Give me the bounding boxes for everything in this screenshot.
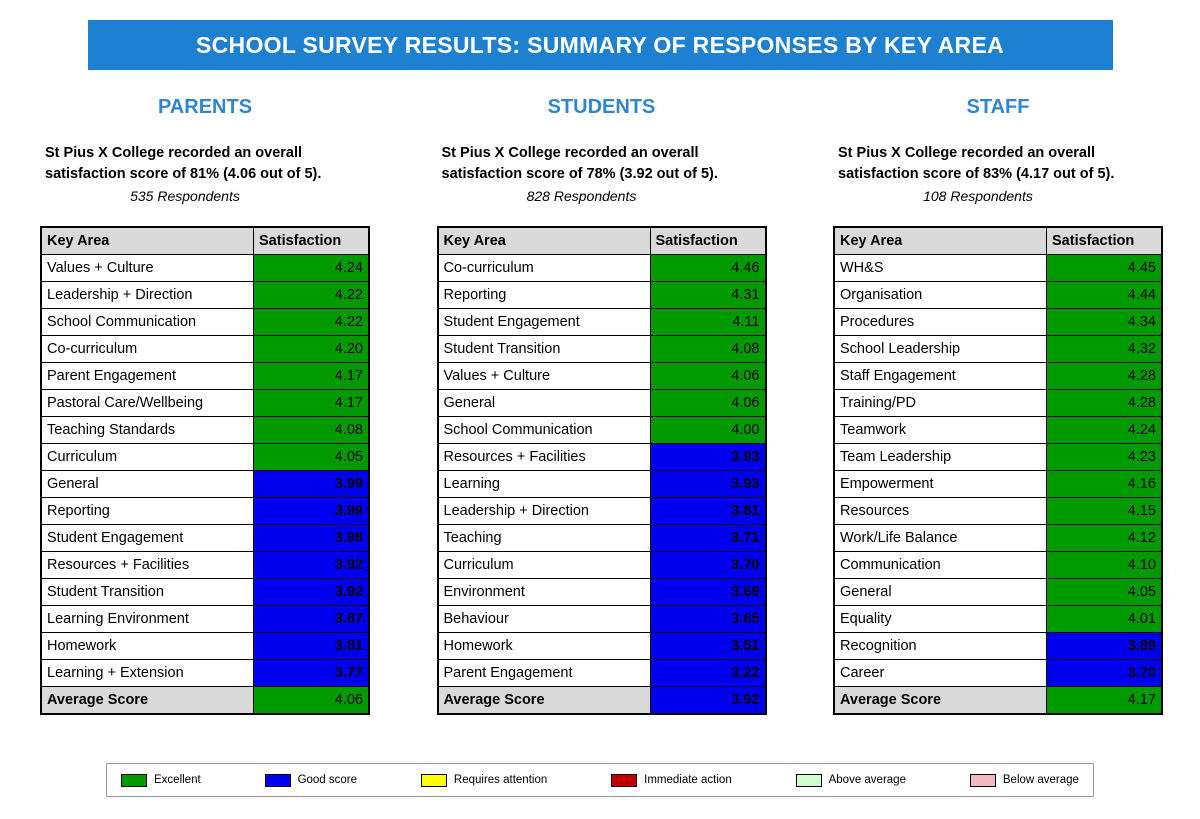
table-row <box>438 417 766 444</box>
satisfaction-cell: 4.20 <box>254 336 370 363</box>
key-area-cell: Organisation <box>834 282 1047 309</box>
key-area-cell: Homework <box>438 633 651 660</box>
average-value-cell: 4.06 <box>254 687 370 715</box>
legend-item <box>121 774 201 787</box>
satisfaction-cell: 3.98 <box>254 525 370 552</box>
key-area-cell: Procedures <box>834 309 1047 336</box>
table-row <box>438 606 766 633</box>
table-row <box>438 363 766 390</box>
satisfaction-cell: 4.46 <box>650 255 766 282</box>
average-row <box>834 687 1162 715</box>
key-area-cell: General <box>41 471 254 498</box>
key-area-cell: Reporting <box>438 282 651 309</box>
satisfaction-cell: 3.70 <box>1047 660 1163 687</box>
table-row <box>834 336 1162 363</box>
column-header: Satisfaction <box>650 227 766 255</box>
table-row <box>438 390 766 417</box>
summary-line: St Pius X College recorded an overall <box>45 145 303 161</box>
legend-swatch-requires-attention <box>421 774 447 787</box>
satisfaction-cell: 3.69 <box>650 579 766 606</box>
key-area-cell: Learning <box>438 471 651 498</box>
table-row <box>41 552 369 579</box>
table-row <box>41 336 369 363</box>
key-area-cell: Behaviour <box>438 606 651 633</box>
survey-section-staff <box>833 74 1163 715</box>
table-body <box>834 255 1162 715</box>
satisfaction-cell: 3.77 <box>254 660 370 687</box>
satisfaction-cell: 4.01 <box>1047 606 1163 633</box>
satisfaction-cell: 4.06 <box>650 390 766 417</box>
table-row <box>834 633 1162 660</box>
table-row <box>41 471 369 498</box>
table-row <box>438 552 766 579</box>
section-heading: PARENTS <box>157 96 253 118</box>
key-area-cell: Resources <box>834 498 1047 525</box>
title-banner <box>88 20 1113 70</box>
column-header: Key Area <box>834 227 1047 255</box>
key-area-cell: General <box>438 390 651 417</box>
legend-label: Above average <box>828 774 906 786</box>
satisfaction-cell: 3.71 <box>650 525 766 552</box>
header-row <box>834 227 1162 255</box>
summary-line: satisfaction score of 81% (4.06 out of 5). <box>45 166 322 182</box>
average-value-cell: 4.17 <box>1047 687 1163 715</box>
table-row <box>41 255 369 282</box>
legend-swatch-excellent <box>121 774 147 787</box>
legend-swatch-immediate-action <box>611 774 637 787</box>
summary-text <box>833 143 1163 185</box>
satisfaction-cell: 4.11 <box>650 309 766 336</box>
key-area-cell: Leadership + Direction <box>438 498 651 525</box>
key-area-cell: Pastoral Care/Wellbeing <box>41 390 254 417</box>
satisfaction-cell: 4.10 <box>1047 552 1163 579</box>
satisfaction-cell: 3.99 <box>254 471 370 498</box>
key-area-cell: WH&S <box>834 255 1047 282</box>
satisfaction-cell: 4.05 <box>254 444 370 471</box>
satisfaction-cell: 4.06 <box>650 363 766 390</box>
section-heading: STAFF <box>966 96 1030 118</box>
summary-text <box>437 143 767 185</box>
legend-swatch-good-score <box>265 774 291 787</box>
table-row <box>834 282 1162 309</box>
table-row <box>834 498 1162 525</box>
key-area-cell: Equality <box>834 606 1047 633</box>
table-row <box>438 336 766 363</box>
table-row <box>41 417 369 444</box>
key-area-cell: Resources + Facilities <box>438 444 651 471</box>
key-area-cell: Reporting <box>41 498 254 525</box>
key-area-cell: Teamwork <box>834 417 1047 444</box>
satisfaction-cell: 4.12 <box>1047 525 1163 552</box>
satisfaction-cell: 4.23 <box>1047 444 1163 471</box>
table-row <box>834 444 1162 471</box>
table-row <box>438 282 766 309</box>
table-row <box>834 363 1162 390</box>
average-row <box>438 687 766 715</box>
page-title: SCHOOL SURVEY RESULTS: SUMMARY OF RESPONSES BY KEY AREA <box>195 31 1005 58</box>
table-header <box>41 227 369 255</box>
key-area-cell: Curriculum <box>438 552 651 579</box>
table-row <box>41 606 369 633</box>
survey-table <box>40 226 370 715</box>
key-area-cell: School Communication <box>438 417 651 444</box>
summary-text <box>40 143 370 185</box>
table-row <box>438 579 766 606</box>
satisfaction-cell: 4.31 <box>650 282 766 309</box>
table-header <box>438 227 766 255</box>
key-area-cell: Work/Life Balance <box>834 525 1047 552</box>
summary-line: St Pius X College recorded an overall <box>441 145 699 161</box>
table-row <box>41 282 369 309</box>
table-row <box>41 660 369 687</box>
satisfaction-cell: 4.08 <box>254 417 370 444</box>
key-area-cell: Training/PD <box>834 390 1047 417</box>
table-row <box>834 417 1162 444</box>
table-row <box>41 444 369 471</box>
satisfaction-cell: 4.05 <box>1047 579 1163 606</box>
legend-item <box>421 774 547 787</box>
survey-section-students <box>437 74 767 715</box>
survey-columns <box>0 74 1200 715</box>
table-row <box>438 444 766 471</box>
legend <box>106 763 1094 797</box>
key-area-cell: Student Transition <box>41 579 254 606</box>
legend-item <box>265 774 357 787</box>
key-area-cell: Values + Culture <box>41 255 254 282</box>
key-area-cell: Communication <box>834 552 1047 579</box>
satisfaction-cell: 4.28 <box>1047 390 1163 417</box>
key-area-cell: Parent Engagement <box>438 660 651 687</box>
key-area-cell: Resources + Facilities <box>41 552 254 579</box>
satisfaction-cell: 4.15 <box>1047 498 1163 525</box>
column-header: Satisfaction <box>254 227 370 255</box>
satisfaction-cell: 3.99 <box>254 498 370 525</box>
satisfaction-cell: 3.93 <box>650 444 766 471</box>
satisfaction-cell: 4.32 <box>1047 336 1163 363</box>
key-area-cell: Team Leadership <box>834 444 1047 471</box>
column-header: Key Area <box>438 227 651 255</box>
satisfaction-cell: 3.87 <box>254 606 370 633</box>
key-area-cell: Career <box>834 660 1047 687</box>
table-row <box>41 363 369 390</box>
satisfaction-cell: 4.34 <box>1047 309 1163 336</box>
key-area-cell: School Leadership <box>834 336 1047 363</box>
table-row <box>41 390 369 417</box>
summary-line: satisfaction score of 78% (3.92 out of 5). <box>441 166 718 182</box>
satisfaction-cell: 4.17 <box>254 390 370 417</box>
key-area-cell: Recognition <box>834 633 1047 660</box>
key-area-cell: Empowerment <box>834 471 1047 498</box>
satisfaction-cell: 3.93 <box>650 471 766 498</box>
table-row <box>834 579 1162 606</box>
respondents-count: 828 Respondents <box>526 188 637 204</box>
respondents-count: 108 Respondents <box>923 188 1033 204</box>
satisfaction-cell: 3.70 <box>650 552 766 579</box>
legend-item <box>611 774 732 787</box>
legend-swatch-above-average <box>796 774 822 787</box>
table-row <box>41 525 369 552</box>
satisfaction-cell: 4.28 <box>1047 363 1163 390</box>
table-row <box>438 309 766 336</box>
legend-item <box>970 774 1079 787</box>
key-area-cell: Student Engagement <box>438 309 651 336</box>
average-value-cell: 3.92 <box>650 687 766 715</box>
key-area-cell: Co-curriculum <box>438 255 651 282</box>
column-header: Satisfaction <box>1047 227 1163 255</box>
key-area-cell: Homework <box>41 633 254 660</box>
table-row <box>41 498 369 525</box>
satisfaction-cell: 4.45 <box>1047 255 1163 282</box>
survey-table <box>437 226 767 715</box>
satisfaction-cell: 4.44 <box>1047 282 1163 309</box>
key-area-cell: Learning Environment <box>41 606 254 633</box>
satisfaction-cell: 4.16 <box>1047 471 1163 498</box>
key-area-cell: Student Engagement <box>41 525 254 552</box>
column-header: Key Area <box>41 227 254 255</box>
legend-item <box>796 774 906 787</box>
key-area-cell: Environment <box>438 579 651 606</box>
key-area-cell: Parent Engagement <box>41 363 254 390</box>
table-header <box>834 227 1162 255</box>
table-row <box>438 471 766 498</box>
survey-section-parents <box>40 74 370 715</box>
header-row <box>41 227 369 255</box>
table-row <box>438 633 766 660</box>
satisfaction-cell: 3.92 <box>254 579 370 606</box>
satisfaction-cell: 3.89 <box>1047 633 1163 660</box>
satisfaction-cell: 4.00 <box>650 417 766 444</box>
legend-label: Excellent <box>154 774 201 786</box>
legend-label: Good score <box>297 774 358 786</box>
table-row <box>834 525 1162 552</box>
key-area-cell: Values + Culture <box>438 363 651 390</box>
key-area-cell: Leadership + Direction <box>41 282 254 309</box>
key-area-cell: Co-curriculum <box>41 336 254 363</box>
summary-line: St Pius X College recorded an overall <box>838 145 1096 161</box>
table-row <box>41 579 369 606</box>
table-row <box>834 471 1162 498</box>
average-label-cell: Average Score <box>438 687 651 715</box>
legend-label: Below average <box>1002 774 1079 786</box>
header-row <box>438 227 766 255</box>
summary-line: satisfaction score of 83% (4.17 out of 5). <box>838 166 1115 182</box>
section-heading: STUDENTS <box>547 96 656 118</box>
key-area-cell: Learning + Extension <box>41 660 254 687</box>
satisfaction-cell: 4.24 <box>1047 417 1163 444</box>
survey-table <box>833 226 1163 715</box>
satisfaction-cell: 4.08 <box>650 336 766 363</box>
table-row <box>834 255 1162 282</box>
legend-swatch-below-average <box>970 774 996 787</box>
average-label-cell: Average Score <box>41 687 254 715</box>
satisfaction-cell: 3.22 <box>650 660 766 687</box>
key-area-cell: Student Transition <box>438 336 651 363</box>
key-area-cell: Teaching <box>438 525 651 552</box>
table-row <box>438 525 766 552</box>
satisfaction-cell: 3.92 <box>254 552 370 579</box>
satisfaction-cell: 4.22 <box>254 282 370 309</box>
legend-label: Requires attention <box>453 774 548 786</box>
satisfaction-cell: 3.81 <box>650 498 766 525</box>
satisfaction-cell: 4.22 <box>254 309 370 336</box>
table-row <box>438 660 766 687</box>
average-label-cell: Average Score <box>834 687 1047 715</box>
table-row <box>834 390 1162 417</box>
satisfaction-cell: 4.17 <box>254 363 370 390</box>
table-row <box>41 633 369 660</box>
table-row <box>834 606 1162 633</box>
satisfaction-cell: 3.51 <box>650 633 766 660</box>
key-area-cell: Staff Engagement <box>834 363 1047 390</box>
respondents-count: 535 Respondents <box>130 188 240 204</box>
table-row <box>834 309 1162 336</box>
table-row <box>438 255 766 282</box>
key-area-cell: Curriculum <box>41 444 254 471</box>
key-area-cell: School Communication <box>41 309 254 336</box>
average-row <box>41 687 369 715</box>
table-row <box>834 660 1162 687</box>
table-body <box>438 255 766 715</box>
table-row <box>438 498 766 525</box>
table-row <box>41 309 369 336</box>
satisfaction-cell: 3.65 <box>650 606 766 633</box>
key-area-cell: Teaching Standards <box>41 417 254 444</box>
table-body <box>41 255 369 715</box>
legend-label: Immediate action <box>644 774 732 786</box>
satisfaction-cell: 3.81 <box>254 633 370 660</box>
key-area-cell: General <box>834 579 1047 606</box>
table-row <box>834 552 1162 579</box>
satisfaction-cell: 4.24 <box>254 255 370 282</box>
